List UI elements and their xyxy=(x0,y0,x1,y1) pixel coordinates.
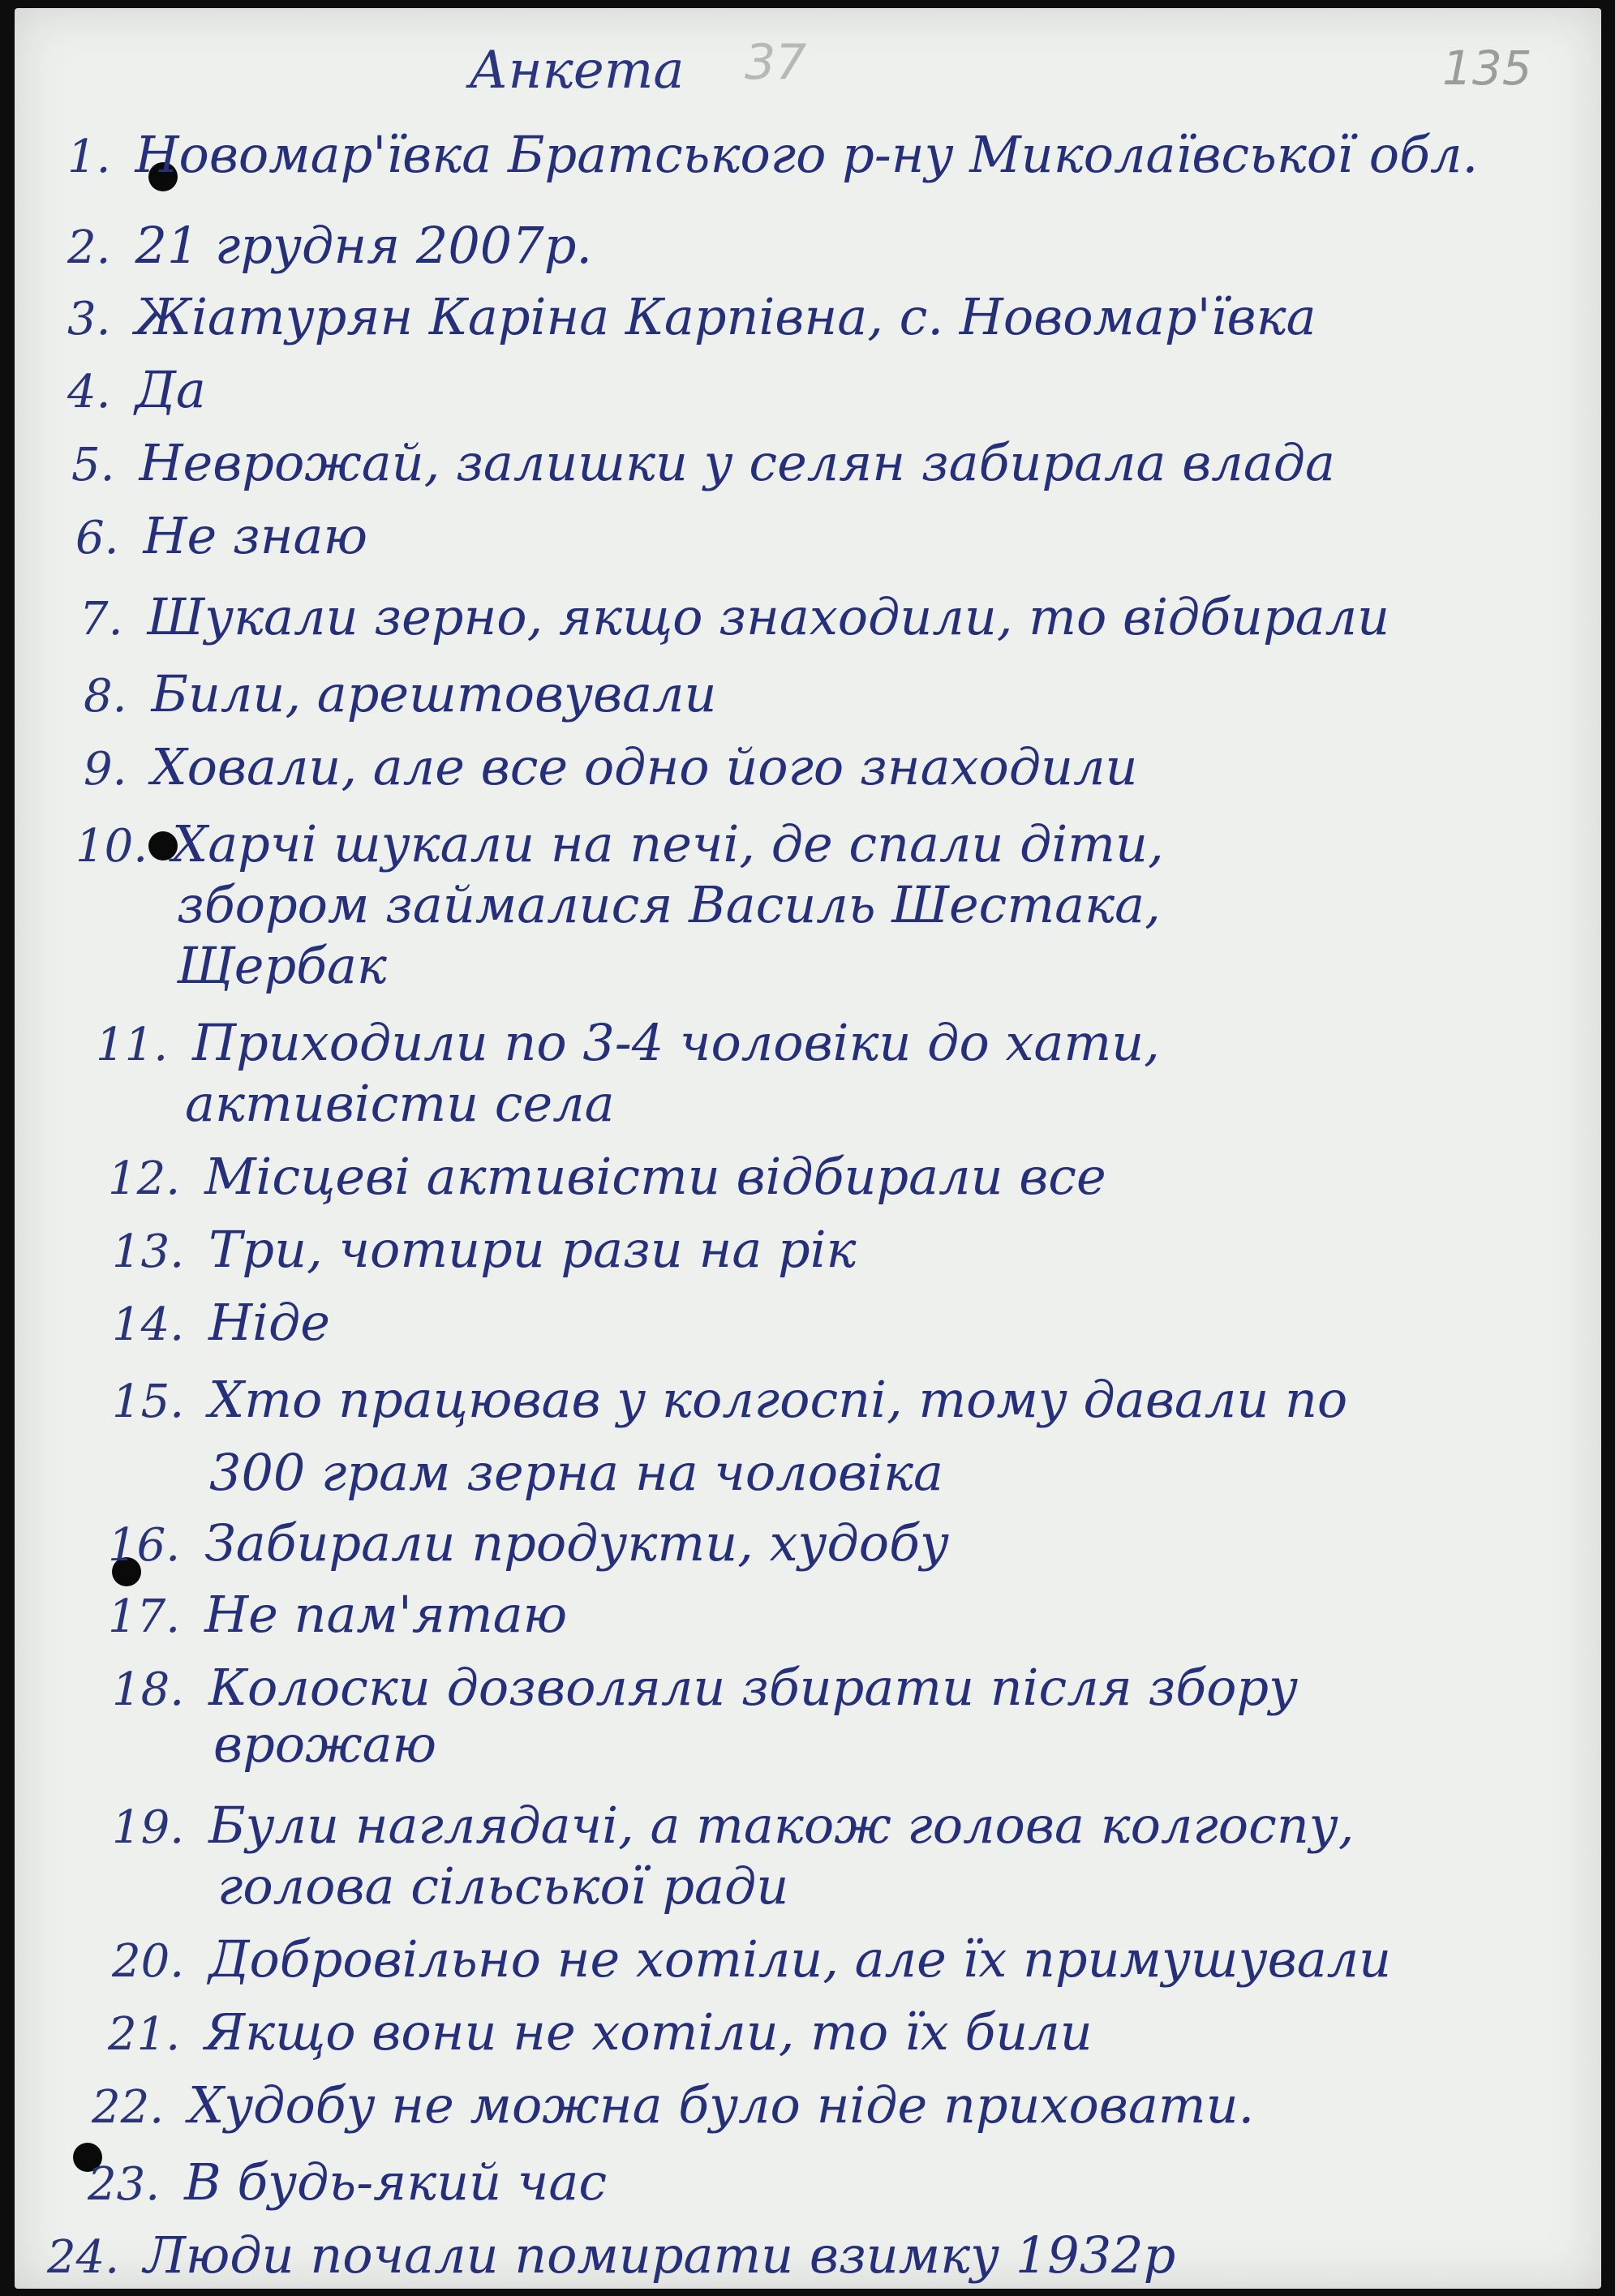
answer-number: 8. xyxy=(84,670,127,723)
answer-text: Люди почали помирати взимку 1932р xyxy=(144,2225,1176,2285)
answer-text: Ніде xyxy=(208,1293,330,1352)
answer-line xyxy=(71,433,1335,492)
answer-number: 17. xyxy=(108,1590,181,1643)
answer-text: Хто працював у колгоспі, тому давали по xyxy=(208,1370,1348,1429)
answer-line xyxy=(112,1796,1355,1855)
answer-line xyxy=(209,1443,943,1502)
answer-line xyxy=(217,1856,789,1916)
answer-text: Неврожай, залишки у селян забирала влада xyxy=(139,433,1335,492)
answer-line xyxy=(47,2225,1176,2285)
answer-number: 1. xyxy=(67,131,111,183)
answer-number: 23. xyxy=(88,2158,161,2211)
answer-text: Колоски дозволяли збирати після збору xyxy=(208,1658,1299,1717)
answer-text: 300 грам зерна на чоловіка xyxy=(209,1443,943,1502)
answer-line xyxy=(185,1074,615,1133)
answer-number: 12. xyxy=(108,1152,181,1205)
answer-number: 2. xyxy=(67,221,111,274)
answer-line xyxy=(67,125,1479,184)
answer-number: 21. xyxy=(108,2008,181,2061)
answer-line xyxy=(108,1513,949,1573)
paper-sheet xyxy=(15,8,1601,2289)
answer-text: Харчі шукали на печі, де спали діти, xyxy=(172,814,1164,873)
answer-number: 19. xyxy=(112,1801,185,1854)
page-title: Анкета xyxy=(469,41,685,101)
answer-text: активісти села xyxy=(185,1074,615,1133)
answer-text: Жіатурян Каріна Карпівна, с. Новомар'ївка xyxy=(135,287,1316,346)
answer-number: 24. xyxy=(47,2231,120,2284)
answer-line xyxy=(108,2002,1093,2062)
answer-text: Шукали зерно, якщо знаходили, то відбирали xyxy=(147,587,1390,646)
answer-text: Не знаю xyxy=(143,506,368,565)
answer-line xyxy=(112,1658,1299,1717)
answer-number: 16. xyxy=(108,1519,181,1572)
answer-text: збором займалися Василь Шестака, xyxy=(177,875,1161,934)
answer-text: Приходили по 3-4 чоловіки до хати, xyxy=(192,1013,1160,1072)
answer-number: 22. xyxy=(92,2081,165,2134)
answer-line xyxy=(177,936,387,995)
answer-line xyxy=(75,814,1164,873)
answer-number: 3. xyxy=(67,293,111,345)
answer-line xyxy=(108,1585,568,1644)
answer-line xyxy=(67,287,1316,346)
folio-number: 135 xyxy=(1442,41,1532,96)
answer-line xyxy=(92,2075,1255,2135)
answer-text: врожаю xyxy=(213,1714,437,1774)
answer-number: 7. xyxy=(79,593,123,646)
answer-line xyxy=(112,1929,1392,1989)
answer-line xyxy=(88,2152,608,2212)
answer-text: Новомар'ївка Братського р-ну Миколаївської обл. xyxy=(135,125,1479,184)
answer-text: Да xyxy=(135,360,206,419)
answer-text: Добровільно не хотіли, але їх примушували xyxy=(208,1929,1392,1989)
pencil-number: 37 xyxy=(745,34,807,91)
answer-text: Худобу не можна було ніде приховати. xyxy=(188,2075,1255,2135)
answer-number: 5. xyxy=(71,439,115,491)
answer-line xyxy=(84,737,1138,796)
answer-line xyxy=(112,1220,857,1279)
answer-number: 18. xyxy=(112,1663,185,1716)
answer-line xyxy=(84,664,717,723)
answer-number: 11. xyxy=(96,1019,169,1071)
answer-line xyxy=(112,1370,1348,1429)
answer-number: 14. xyxy=(112,1298,185,1351)
answer-text: В будь-який час xyxy=(184,2152,608,2212)
answer-line xyxy=(79,587,1390,646)
answer-text: Якщо вони не хотіли, то їх били xyxy=(204,2002,1093,2062)
answer-number: 20. xyxy=(112,1935,185,1988)
answer-line xyxy=(67,360,206,419)
answer-number: 13. xyxy=(112,1225,185,1278)
answer-line xyxy=(177,875,1161,934)
answer-text: Три, чотири рази на рік xyxy=(208,1220,857,1279)
answer-text: Були наглядачі, а також голова колгоспу, xyxy=(208,1796,1355,1855)
answer-text: Били, арештовували xyxy=(151,664,717,723)
answer-line xyxy=(108,1147,1106,1206)
answer-text: Щербак xyxy=(177,936,387,995)
answer-line xyxy=(112,1293,330,1352)
answer-number: 6. xyxy=(75,512,119,564)
answer-text: Ховали, але все одно його знаходили xyxy=(151,737,1138,796)
answer-text: Не пам'ятаю xyxy=(204,1585,568,1644)
answer-text: 21 грудня 2007р. xyxy=(135,216,593,275)
answer-line xyxy=(213,1714,437,1774)
answer-number: 15. xyxy=(112,1375,185,1428)
answer-text: Місцеві активісти відбирали все xyxy=(204,1147,1106,1206)
answer-number: 4. xyxy=(67,366,111,418)
answer-number: 9. xyxy=(84,743,127,796)
answer-line xyxy=(67,216,593,275)
answer-text: голова сільської ради xyxy=(217,1856,789,1916)
answer-number: 10. xyxy=(75,820,148,873)
answer-line xyxy=(75,506,368,565)
answer-line xyxy=(96,1013,1160,1072)
answer-text: Забирали продукти, худобу xyxy=(204,1513,949,1573)
